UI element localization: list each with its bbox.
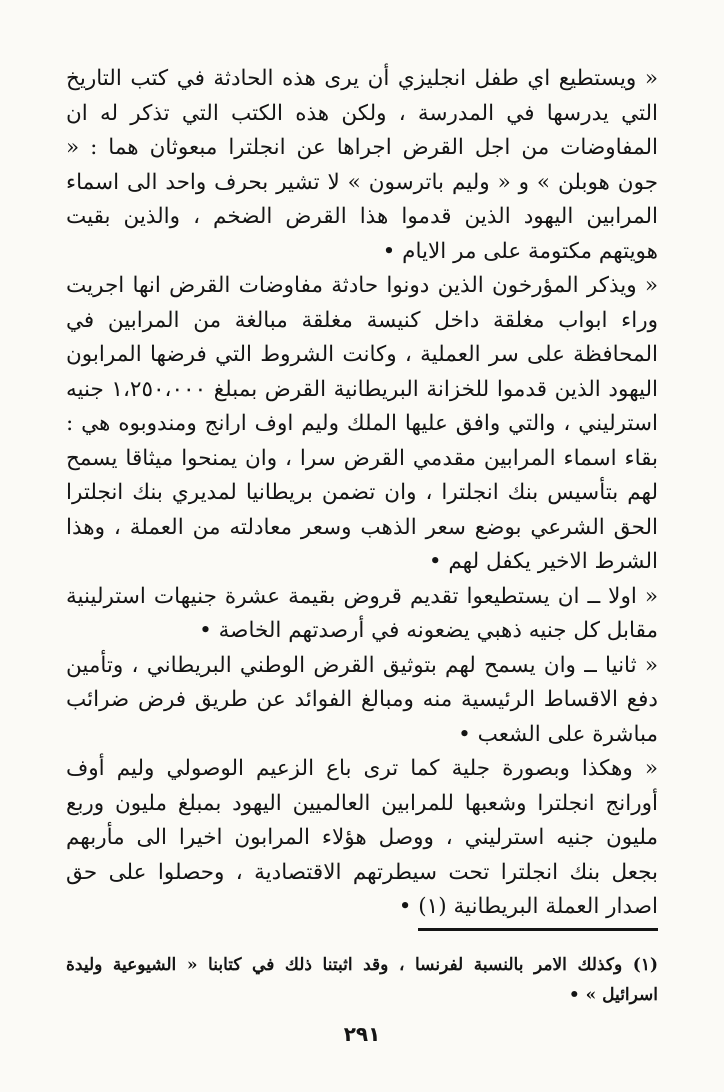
page-number: ٢٩١ [343, 1022, 381, 1046]
paragraph-1: « ويستطيع اي طفل انجليزي أن يرى هذه الحادثة في كتب التاريخ التي يدرسها في المدرسة ، ولكن هذه الكتب التي تذكر له ان المفاوضات من اجل القرض اجراها عن انجلترا مبعوثان هما : « جون هوبلن » و « وليم باترسون » لا تشير بحرف واحد الى اسماء المرابين اليهود الذين قدموا هذا القرض الضخم ، والذين بقيت هويتهم مكتومة على مر الايام • [66, 66, 658, 264]
paragraph-3: « اولا ــ ان يستطيعوا تقديم قروض بقيمة عشرة جنيهات استرلينية مقابل كل جنيه ذهبي يضعونه في أرصدتهم الخاصة • [66, 583, 658, 643]
body-text [66, 62, 658, 925]
paragraph-4: « ثانيا ــ وان يسمح لهم بتوثيق القرض الوطني البريطاني ، وتأمين دفع الاقساط الرئيسية منه ومبالغ الفوائد عن طريق فرض ضرائب مباشرة على الشعب • [66, 652, 658, 747]
paragraph-5: « وهكذا وبصورة جلية كما ترى باع الزعيم الوصولي وليم أوف أورانج انجلترا وشعبها للمرابين العالميين اليهود بمبلغ مليون وربع مليون جنيه استرليني ، ووصل هؤلاء المرابون اخيرا الى مأربهم بجعل بنك انجلترا تحت سيطرتهم الاقتصادية ، وحصلوا على حق اصدار العملة البريطانية (١) • [66, 756, 658, 919]
paragraph-2: « ويذكر المؤرخون الذين دونوا حادثة مفاوضات القرض انها اجريت وراء ابواب مغلقة داخل كنيسة مغلقة مبالغة من المرابين في المحافظة على سر العملية ، وكانت الشروط التي فرضها المرابون اليهود الذين قدموا للخزانة البريطانية القرض بمبلغ ١،٢٥٠،٠٠٠ جنيه استرليني ، والتي وافق عليها الملك وليم اوف ارانج ومندوبوه هي : بقاء اسماء المرابين مقدمي القرض سرا ، وان يمنحوا ميثاقا يسمح لهم بتأسيس بنك انجلترا ، وان تضمن بريطانيا لمديري بنك انجلترا الحق الشرعي بوضع سعر الذهب وسعر معادلته من العملة ، وهذا الشرط الاخير يكفل لهم • [66, 273, 658, 574]
footnote-divider [418, 928, 658, 931]
footnote: (١) وكذلك الامر بالنسبة لفرنسا ، وقد اثبتنا ذلك في كتابنا « الشيوعية وليدة اسرائيل » • [66, 955, 658, 1005]
